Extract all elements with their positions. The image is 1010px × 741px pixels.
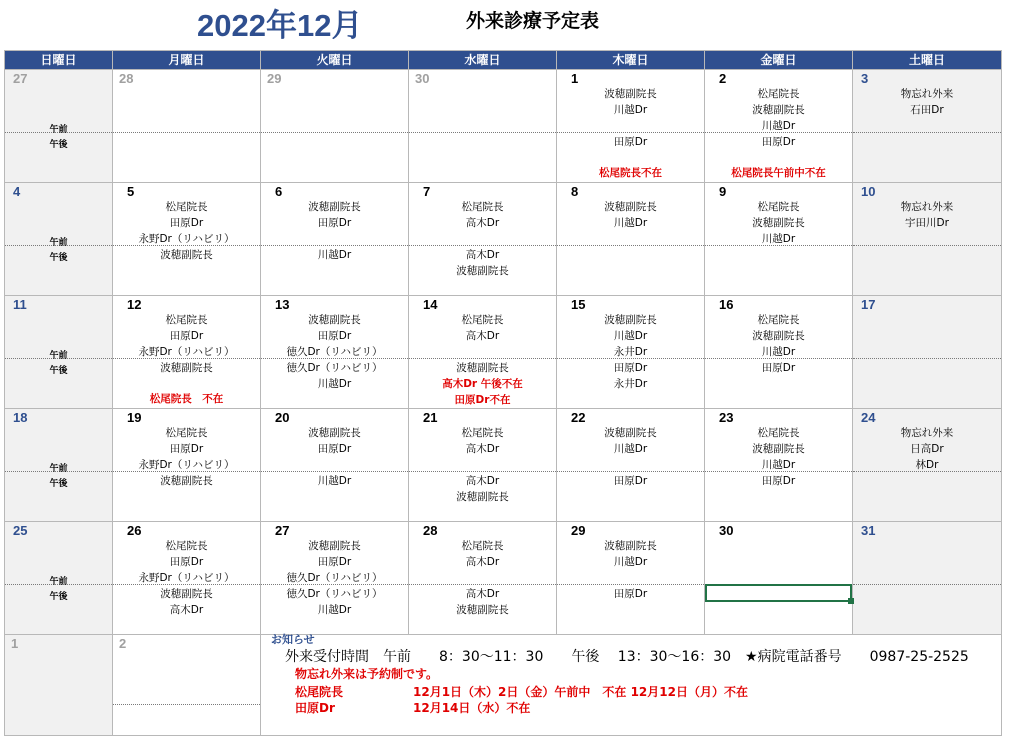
am-label: 午前: [49, 351, 68, 361]
am-schedule: [557, 538, 704, 570]
doctor-entry: 松尾院長: [165, 314, 208, 326]
doctor-entry: 波穂副院長: [604, 540, 657, 552]
doctor-entry: 日高Dr: [910, 443, 944, 455]
schedule-title: 外来診療予定表: [466, 10, 600, 32]
am-pm-divider: [853, 132, 1001, 133]
doctor-entry: 田原Dr: [317, 556, 352, 568]
day-number: 2: [719, 71, 727, 86]
weekday-header-row: [5, 51, 1002, 70]
day-cell[interactable]: [705, 70, 853, 183]
selected-cell-highlight[interactable]: [705, 584, 852, 602]
day-number: 24: [861, 410, 876, 425]
doctor-entry: 徳久Dr（リハビリ）: [286, 346, 383, 358]
doctor-entry: 波穂副院長: [604, 201, 657, 213]
doctor-entry: 高木Dr: [465, 556, 500, 568]
am-schedule: [557, 199, 704, 231]
day-cell[interactable]: [5, 522, 113, 635]
day-cell[interactable]: [853, 70, 1002, 183]
absence-note: 松尾院長 不在: [149, 393, 224, 405]
doctor-entry: 川越Dr: [761, 346, 796, 358]
pm-schedule: [113, 586, 260, 618]
absence-row: [295, 699, 530, 716]
am-schedule: [409, 425, 556, 457]
day-number: 10: [861, 184, 876, 199]
doctor-entry: 高木Dr: [465, 475, 500, 487]
am-pm-divider: [853, 245, 1001, 246]
day-cell[interactable]: [557, 409, 705, 522]
doctor-entry: 田原Dr: [761, 475, 796, 487]
doctor-entry: 川越Dr: [613, 556, 648, 568]
pm-schedule: [113, 247, 260, 263]
doctor-entry: 田原Dr: [317, 443, 352, 455]
day-cell[interactable]: [409, 70, 557, 183]
absence-entry: 高木Dr 午後不在: [442, 378, 523, 390]
doctor-entry: 高木Dr: [465, 217, 500, 229]
doctor-entry: 永野Dr（リハビリ）: [138, 233, 235, 245]
doctor-entry: 川越Dr: [761, 459, 796, 471]
day-number: 15: [571, 297, 586, 312]
doctor-entry: 永野Dr（リハビリ）: [138, 346, 235, 358]
absence-doctor: 田原Dr: [295, 701, 335, 715]
pm-label: 午後: [49, 366, 68, 376]
calendar-grid: [4, 50, 1002, 736]
am-schedule: [113, 312, 260, 360]
day-cell[interactable]: [409, 409, 557, 522]
doctor-entry: 高木Dr: [465, 330, 500, 342]
pm-schedule: [261, 360, 408, 392]
day-cell[interactable]: [705, 183, 853, 296]
am-schedule: [557, 425, 704, 457]
weekday-tue: 火曜日: [261, 51, 409, 70]
doctor-entry: 松尾院長: [757, 201, 800, 213]
doctor-entry: 川越Dr: [317, 475, 352, 487]
doctor-entry: 田原Dr: [761, 362, 796, 374]
am-schedule: [113, 425, 260, 473]
am-label: 午前: [49, 125, 68, 135]
day-number: 12: [127, 297, 142, 312]
absence-note: 松尾院長不在: [599, 167, 662, 179]
doctor-entry: 永野Dr（リハビリ）: [138, 572, 235, 584]
doctor-entry: 川越Dr: [613, 104, 648, 116]
doctor-entry: 宇田川Dr: [905, 217, 949, 229]
day-cell[interactable]: [261, 70, 409, 183]
day-number: 11: [13, 297, 27, 312]
doctor-entry: 田原Dr: [169, 556, 204, 568]
absence-dates: 12月14日（水）不在: [413, 701, 531, 715]
pm-label: 午後: [49, 479, 68, 489]
day-number: 20: [275, 410, 290, 425]
doctor-entry: 田原Dr: [613, 136, 648, 148]
pm-label: 午後: [49, 253, 68, 263]
am-schedule: [409, 538, 556, 570]
doctor-entry: 波穂副院長: [308, 540, 361, 552]
day-number: 27: [13, 71, 28, 86]
doctor-entry: 田原Dr: [317, 217, 352, 229]
day-cell[interactable]: [557, 522, 705, 635]
reservation-note: 物忘れ外来は予約制です。: [295, 667, 439, 681]
day-number: 29: [267, 71, 282, 86]
doctor-entry: 川越Dr: [317, 378, 352, 390]
day-number: 28: [423, 523, 438, 538]
doctor-entry: 松尾院長: [757, 88, 800, 100]
doctor-entry: 徳久Dr（リハビリ）: [286, 588, 383, 600]
day-number: 9: [719, 184, 727, 199]
day-number: 27: [275, 523, 290, 538]
doctor-entry: 川越Dr: [613, 217, 648, 229]
doctor-entry: 松尾院長: [757, 314, 800, 326]
weekday-mon: 月曜日: [113, 51, 261, 70]
day-cell[interactable]: [853, 522, 1002, 635]
am-schedule: [409, 312, 556, 344]
am-pm-divider: [261, 471, 408, 472]
am-pm-divider: [409, 471, 556, 472]
pm-label: 午後: [49, 592, 68, 602]
am-pm-divider: [557, 245, 704, 246]
day-number: 28: [119, 71, 134, 86]
am-schedule: [705, 425, 852, 473]
pm-schedule: [409, 473, 556, 505]
am-schedule: [261, 312, 408, 360]
doctor-entry: 松尾院長: [757, 427, 800, 439]
am-schedule: [853, 425, 1001, 473]
pm-schedule: [261, 586, 408, 618]
day-number: 25: [13, 523, 28, 538]
doctor-entry: 田原Dr: [169, 330, 204, 342]
day-number: 29: [571, 523, 586, 538]
day-number: 18: [13, 410, 28, 425]
doctor-entry: 波穂副院長: [160, 588, 213, 600]
am-label: 午前: [49, 464, 68, 474]
am-pm-divider: [113, 132, 260, 133]
day-cell[interactable]: [5, 635, 113, 736]
am-schedule: [113, 199, 260, 247]
day-number: 13: [275, 297, 290, 312]
doctor-entry: 波穂副院長: [604, 88, 657, 100]
doctor-entry: 田原Dr: [761, 136, 796, 148]
doctor-entry: 川越Dr: [613, 330, 648, 342]
pm-schedule: [557, 360, 704, 392]
am-pm-divider: [853, 584, 1001, 585]
pm-schedule: [409, 360, 556, 408]
am-label: 午前: [49, 577, 68, 587]
doctor-entry: 永井Dr: [613, 378, 648, 390]
absence-doctor: 松尾院長: [295, 685, 344, 699]
pm-schedule: [409, 586, 556, 618]
doctor-entry: 松尾院長: [165, 201, 208, 213]
absence-entry: 田原Dr不在: [454, 394, 511, 406]
day-cell[interactable]: [705, 522, 853, 635]
month-title: 2022年12月: [197, 8, 363, 43]
pm-schedule: [705, 473, 852, 489]
doctor-entry: 波穂副院長: [456, 362, 509, 374]
am-schedule: [557, 86, 704, 118]
day-number: 14: [423, 297, 438, 312]
day-cell[interactable]: [5, 409, 113, 522]
day-number: 21: [423, 410, 438, 425]
weekday-fri: 金曜日: [705, 51, 853, 70]
doctor-entry: 波穂副院長: [604, 427, 657, 439]
day-number: 26: [127, 523, 142, 538]
doctor-entry: 物忘れ外来: [900, 201, 954, 213]
weekday-sun: 日曜日: [5, 51, 113, 70]
day-cell[interactable]: [409, 522, 557, 635]
absence-row: [295, 683, 748, 700]
day-number: 31: [861, 523, 876, 538]
day-number: 30: [719, 523, 734, 538]
pm-schedule: [557, 134, 704, 150]
weekday-thu: 木曜日: [557, 51, 705, 70]
doctor-entry: 波穂副院長: [752, 104, 805, 116]
day-cell[interactable]: [261, 409, 409, 522]
doctor-entry: 高木Dr: [465, 443, 500, 455]
day-cell[interactable]: [261, 522, 409, 635]
day-cell[interactable]: [409, 296, 557, 409]
doctor-entry: 田原Dr: [317, 330, 352, 342]
am-schedule: [705, 199, 852, 247]
pm-schedule: [113, 360, 260, 376]
doctor-entry: 波穂副院長: [604, 314, 657, 326]
doctor-entry: 松尾院長: [461, 314, 504, 326]
day-cell[interactable]: [113, 183, 261, 296]
pm-schedule: [705, 134, 852, 150]
am-schedule: [261, 538, 408, 586]
day-cell[interactable]: [261, 183, 409, 296]
day-cell[interactable]: [113, 70, 261, 183]
day-number: 6: [275, 184, 283, 199]
day-cell[interactable]: [853, 409, 1002, 522]
day-cell[interactable]: [113, 296, 261, 409]
day-cell[interactable]: [113, 522, 261, 635]
day-cell[interactable]: [5, 296, 113, 409]
doctor-entry: 波穂副院長: [160, 249, 213, 261]
am-pm-divider: [409, 245, 556, 246]
pm-schedule: [557, 473, 704, 489]
doctor-entry: 川越Dr: [761, 120, 796, 132]
am-pm-divider: [409, 358, 556, 359]
day-number: 7: [423, 184, 431, 199]
am-schedule: [113, 538, 260, 586]
notice-title: お知らせ: [271, 633, 315, 646]
day-cell[interactable]: [557, 296, 705, 409]
doctor-entry: 徳久Dr（リハビリ）: [286, 572, 383, 584]
day-cell[interactable]: [113, 635, 261, 736]
absence-dates: 12月1日（木）2日（金）午前中 不在 12月12日（月）不在: [413, 685, 748, 699]
am-pm-divider: [409, 584, 556, 585]
day-number: 1: [11, 636, 19, 651]
doctor-entry: 川越Dr: [613, 443, 648, 455]
doctor-entry: 物忘れ外来: [900, 88, 954, 100]
day-cell[interactable]: [261, 296, 409, 409]
weekday-wed: 水曜日: [409, 51, 557, 70]
day-cell[interactable]: [705, 296, 853, 409]
day-number: 17: [861, 297, 876, 312]
doctor-entry: 田原Dr: [613, 362, 648, 374]
pm-schedule: [261, 473, 408, 489]
am-pm-divider: [409, 132, 556, 133]
day-cell[interactable]: [853, 296, 1002, 409]
am-schedule: [261, 425, 408, 457]
am-pm-divider: [557, 471, 704, 472]
doctor-entry: 物忘れ外来: [900, 427, 954, 439]
doctor-entry: 田原Dr: [613, 588, 648, 600]
am-schedule: [409, 199, 556, 231]
week-row: [5, 296, 1002, 409]
day-number: 8: [571, 184, 579, 199]
doctor-entry: 波穂副院長: [160, 362, 213, 374]
doctor-entry: 波穂副院長: [456, 491, 509, 503]
day-number: 19: [127, 410, 142, 425]
am-schedule: [557, 312, 704, 360]
am-pm-divider: [853, 358, 1001, 359]
doctor-entry: 波穂副院長: [160, 475, 213, 487]
doctor-entry: 川越Dr: [761, 233, 796, 245]
doctor-entry: 波穂副院長: [752, 443, 805, 455]
doctor-entry: 波穂副院長: [752, 217, 805, 229]
am-schedule: [705, 312, 852, 360]
reception-hours: 外来受付時間 午前 8：30～11：30 午後 13：30～16：30 ★病院電話番号 0987-25-2525: [285, 649, 969, 665]
day-cell[interactable]: [557, 183, 705, 296]
week-row: [5, 183, 1002, 296]
doctor-entry: 松尾院長: [165, 540, 208, 552]
doctor-entry: 川越Dr: [317, 604, 352, 616]
doctor-entry: 徳久Dr（リハビリ）: [286, 362, 383, 374]
day-number: 16: [719, 297, 734, 312]
doctor-entry: 波穂副院長: [308, 314, 361, 326]
doctor-entry: 石田Dr: [910, 104, 944, 116]
am-schedule: [853, 86, 1001, 118]
doctor-entry: 波穂副院長: [456, 604, 509, 616]
doctor-entry: 松尾院長: [461, 427, 504, 439]
am-pm-divider: [261, 245, 408, 246]
day-number: 4: [13, 184, 21, 199]
day-number: 23: [719, 410, 734, 425]
pm-schedule: [261, 247, 408, 263]
pm-schedule: [113, 473, 260, 489]
day-number: 30: [415, 71, 430, 86]
am-schedule: [705, 86, 852, 134]
doctor-entry: 松尾院長: [165, 427, 208, 439]
doctor-entry: 高木Dr: [169, 604, 204, 616]
doctor-entry: 高木Dr: [465, 249, 500, 261]
doctor-entry: 波穂副院長: [308, 201, 361, 213]
day-number: 5: [127, 184, 135, 199]
week-row: [5, 409, 1002, 522]
weekday-sat: 土曜日: [853, 51, 1002, 70]
am-schedule: [853, 199, 1001, 231]
doctor-entry: 永井Dr: [613, 346, 648, 358]
day-number: 22: [571, 410, 586, 425]
doctor-entry: 高木Dr: [465, 588, 500, 600]
pm-schedule: [557, 586, 704, 602]
am-label: 午前: [49, 238, 68, 248]
doctor-entry: 松尾院長: [461, 201, 504, 213]
day-cell[interactable]: [113, 409, 261, 522]
am-pm-divider: [113, 704, 260, 705]
day-number: 3: [861, 71, 869, 86]
doctor-entry: 波穂副院長: [752, 330, 805, 342]
day-cell[interactable]: [705, 409, 853, 522]
day-cell[interactable]: [853, 183, 1002, 296]
am-pm-divider: [261, 132, 408, 133]
doctor-entry: 永野Dr（リハビリ）: [138, 459, 235, 471]
day-number: 2: [119, 636, 127, 651]
pm-schedule: [409, 247, 556, 279]
doctor-entry: 田原Dr: [169, 217, 204, 229]
pm-schedule: [705, 360, 852, 376]
day-cell[interactable]: [5, 70, 113, 183]
day-number: 1: [571, 71, 579, 86]
week-row: [5, 70, 1002, 183]
am-pm-divider: [557, 584, 704, 585]
doctor-entry: 川越Dr: [317, 249, 352, 261]
day-cell[interactable]: [409, 183, 557, 296]
doctor-entry: 林Dr: [915, 459, 939, 471]
pm-label: 午後: [49, 140, 68, 150]
doctor-entry: 田原Dr: [613, 475, 648, 487]
am-pm-divider: [557, 132, 704, 133]
day-cell[interactable]: [5, 183, 113, 296]
doctor-entry: 松尾院長: [461, 540, 504, 552]
week-row: [5, 522, 1002, 635]
doctor-entry: 波穂副院長: [308, 427, 361, 439]
day-cell[interactable]: [557, 70, 705, 183]
doctor-entry: 波穂副院長: [456, 265, 509, 277]
doctor-entry: 田原Dr: [169, 443, 204, 455]
absence-note: 松尾院長午前中不在: [731, 167, 826, 179]
am-schedule: [261, 199, 408, 231]
